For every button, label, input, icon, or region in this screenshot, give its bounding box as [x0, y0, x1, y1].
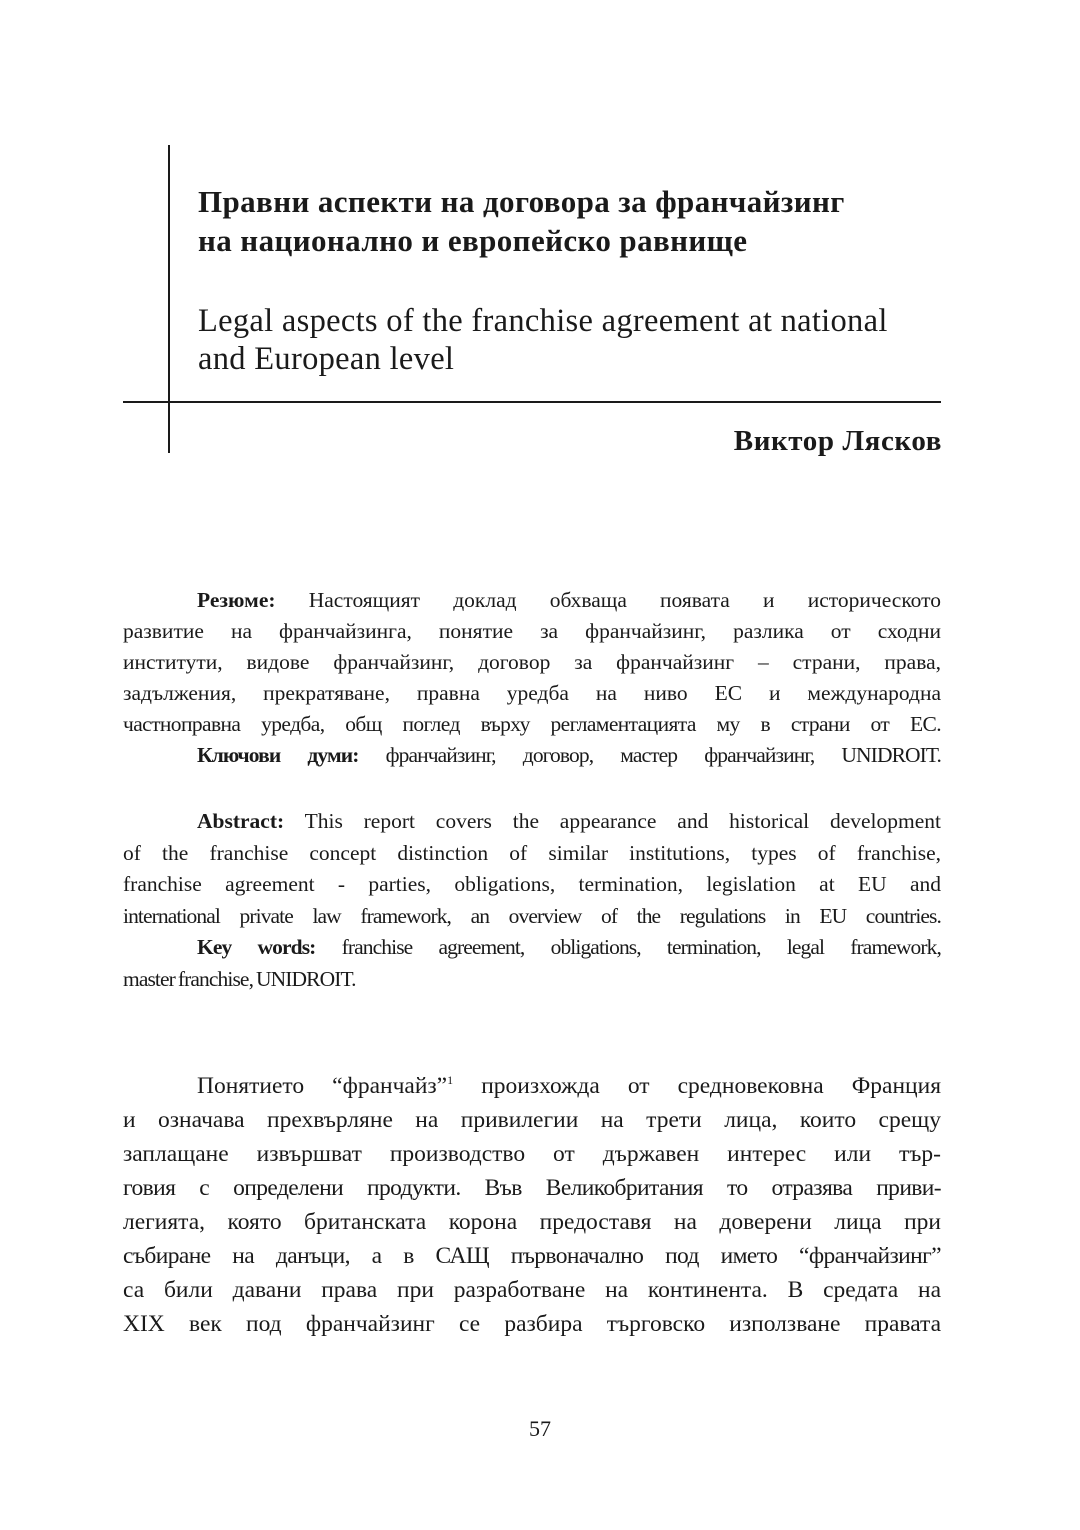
title-bulgarian: [198, 182, 943, 260]
page-number: 57: [529, 1416, 551, 1441]
abstract-bulgarian-line: Резюме: Настоящият доклад обхваща появата и историческото: [197, 588, 941, 612]
title-english: [198, 302, 958, 378]
body-line: легията, която британската корона предоставя на доверени лица при: [123, 1209, 941, 1235]
abstract-bulgarian-line: институти, видове франчайзинг, договор за франчайзинг – страни, права,: [123, 650, 941, 674]
keywords-bulgarian: Ключови думи: франчайзинг, договор, мастер франчайзинг, UNIDROIT.: [197, 743, 942, 767]
keywords-english-label: Key words:: [197, 935, 316, 959]
keywords-english-line-2: master franchise, UNIDROIT.: [123, 966, 356, 991]
body-line: събиране на данъци, а в САЩ първоначално под името “франчайзинг”: [123, 1243, 941, 1269]
title-bulgarian-line-2: на национално и европейско равнище: [198, 223, 748, 258]
abstract-english-line: international private law framework, an overview of the regulations in EU countries.: [123, 903, 941, 928]
abstract-bulgarian-label: Резюме:: [197, 588, 276, 612]
abstract-english-label: Abstract:: [197, 809, 285, 833]
keywords-english: Key words: franchise agreement, obligations, termination, legal framework,: [197, 935, 941, 959]
title-bulgarian-line-1: Правни аспекти на договора за франчайзинг: [198, 184, 845, 219]
footnote-reference[interactable]: 1: [447, 1073, 454, 1087]
body-paragraph: [123, 1069, 941, 1341]
abstract-bulgarian-line: развитие на франчайзинга, понятие за франчайзинг, разлика от сходни: [123, 619, 941, 643]
abstract-bulgarian-line: задължения, прекратяване, правна уредба на ниво ЕС и международна: [123, 681, 941, 705]
keywords-bulgarian-label: Ключови думи:: [197, 743, 359, 767]
body-line: са били давани права при разработване на континента. В средата на: [123, 1277, 941, 1303]
abstract-english-line: of the franchise concept distinction of similar institutions, types of franchise,: [123, 840, 941, 865]
body-line: Понятието “франчайз”$^1$ произхожда от средновековна Франция: [197, 1073, 942, 1099]
abstract-english-line: Abstract: This report covers the appearance and historical development: [197, 809, 941, 833]
abstract-english-line: franchise agreement - parties, obligations, termination, legislation at EU and: [123, 872, 941, 896]
abstract-bulgarian: [123, 585, 941, 771]
abstract-english: [123, 806, 941, 995]
horizontal-rule: [123, 401, 941, 403]
title-english-line-2: and European level: [198, 341, 455, 377]
vertical-rule: [168, 145, 170, 453]
body-line: XIX век под франчайзинг се разбира търговско използване правата: [123, 1311, 941, 1337]
title-english-line-1: Legal aspects of the franchise agreement at national: [198, 303, 888, 339]
body-line: заплащане извършват производство от държавен интерес или тър-: [123, 1141, 941, 1167]
body-line: и означава прехвърляне на привилегии на трети лица, които срещу: [123, 1107, 941, 1133]
abstract-bulgarian-line: частноправна уредба, общ поглед върху регламентацията му в страни от ЕС.: [123, 712, 941, 736]
body-line: говия с определени продукти. Във Великобритания то отразява приви-: [123, 1175, 941, 1201]
author-name: Виктор Лясков: [733, 425, 942, 457]
